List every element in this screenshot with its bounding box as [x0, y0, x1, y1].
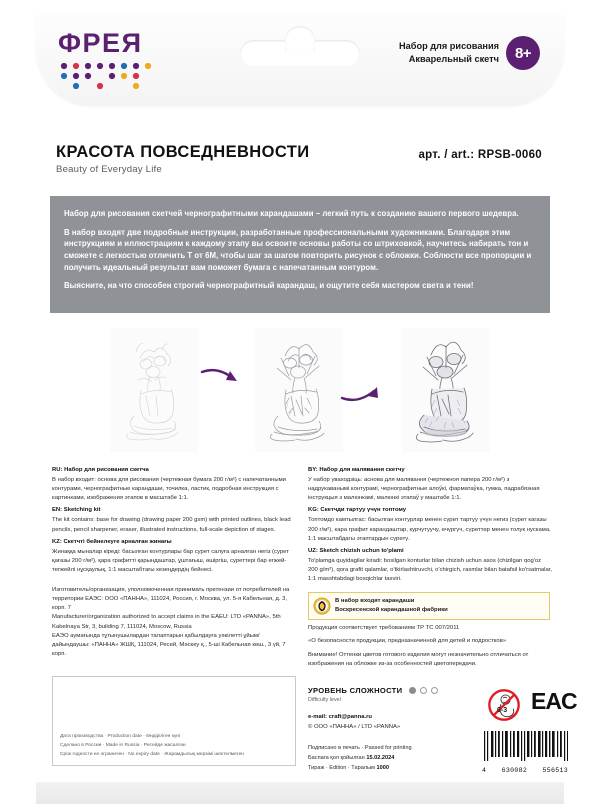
- manufacturer-info: [52, 586, 296, 659]
- hang-hole-nub: [285, 26, 315, 52]
- age-badge: 8+: [506, 36, 540, 70]
- barcode-bars: [482, 731, 568, 761]
- production-date-label: Дата производства · Production date · Өндірілген күні: [60, 733, 181, 739]
- certification-info: [308, 624, 554, 674]
- contents-column-right: [308, 463, 552, 587]
- production-date-box: [52, 676, 296, 766]
- edition-label: Тираж · Edition · Таралым: [308, 764, 375, 771]
- header-line-1: Набор для рисования: [399, 40, 499, 51]
- difficulty-level: [308, 686, 438, 695]
- header-product-type: [399, 36, 540, 70]
- stage-1-sketch: [110, 328, 198, 452]
- print-info: [308, 744, 412, 773]
- manufacturer-line-kz: ЕАЭО аумағында тұтынушылардан талаптарын қабылдауға уәкілетті ұйым/дайындаушы: «ПАННА» ЖШҚ, 111024, Ресей, Мәскеу қ., 5-ші Кабельная көш., 3 үй, 7 корп.: [52, 632, 286, 658]
- difficulty-dot-2: [420, 687, 427, 694]
- contact-email[interactable]: e-mail: craft@panna.ru: [308, 714, 373, 720]
- description-paragraph-3: Выясните, на что способен строгий чернографитный карандаш, и ощутите себя мастером света и тени!: [64, 281, 474, 291]
- cert-warning: Внимание! Оттенки цветов готового изделия могут незначительно отличаться от изображения на обложке из-за особенностей цветопередачи.: [308, 651, 529, 668]
- voskresensk-factory-seal-icon: [313, 597, 331, 615]
- barcode-digit-group-1: 4: [482, 767, 487, 774]
- brand-logo-text: ФРЕЯ: [58, 28, 143, 58]
- article-number: арт. / art.: RPSB-0060: [418, 149, 542, 161]
- age-warning-0-3-icon: [487, 688, 521, 722]
- brand-logo: [58, 30, 168, 89]
- difficulty-dots: [409, 687, 438, 694]
- lang-body-uz: To'plamga quyidagilar kiradi: bosilgan konturlar bilan chizish uchun asos (chizilgan qog'oz 200 g/m²), qora grafit qalamlar, o'tkirlashtiruvchi, o'chirgich, rasmlar bilan batafsil ko'rsatmalar, 1:1 masshtabdagi bosqichlar tasviri.: [308, 557, 553, 583]
- lang-head-kz: KZ: Скетчті бейнелеуге арналған жинағы: [52, 538, 172, 545]
- barcode-digit-group-3: 556513: [542, 767, 568, 774]
- arrow-stage-2-to-3: [340, 382, 390, 404]
- title-english: Beauty of Everyday Life: [56, 164, 162, 176]
- barcode-digits: [482, 767, 568, 774]
- stage-2-sketch: [255, 328, 343, 452]
- arrow-stage-1-to-2: [200, 366, 250, 388]
- lang-head-kg: KG: Скетчди тартуу үчүн топтому: [308, 507, 407, 514]
- lang-body-by: У набор уваходзіць: аснова для малявання (чертежноя папера 200 г/м²) з надрукаванымі контурамі, чернографитные алоўкі, фарматаўка, гумка, падрабязная інструкцыя з малюнкамі, малюнкі этапаў у маштабе 1:1.: [308, 476, 540, 502]
- pencil-factory-note: [308, 592, 550, 620]
- lang-body-kg: Топтомдо камтылгас: басылган контурлар менен сүрөт тартуу үчүн негиз (сүрөт кагазы 200 г/м²), кара графит карандаштар, курчутуучу, өчүргүч, сүрөттөр менен толук нускама, 1:1 масштабдагы этаптардын сүрөтү.: [308, 517, 551, 542]
- description-paragraph-2: В набор входят две подробные инструкции, разработанные профессиональными художниками. Благодаря этим инструкциям и иллюстрациям к каждому этапу вы освоите основы работы со штриховкой, научитесь набирать тон и сможете с легкостью отличить T от 6M, чтобы шаг за шагом повторить рисунок с обложки. Соблюсти все пропорции и получить идеальный результат вам поможет бумага с напечатанным контуром.: [64, 227, 532, 272]
- difficulty-dot-1: [409, 687, 416, 694]
- lang-head-en: EN: Sketching kit: [52, 507, 101, 514]
- barcode: [482, 731, 568, 774]
- manufacturer-line-ru: Изготовитель/организация, уполномоченная принимать претензии от потребителей на территории ЕАЭС: ООО «ПАННА», 111024, Россия, г. Москва, ул. 5-я Кабельная, д. 3, корп. 7: [52, 587, 290, 612]
- edition-value: 1000: [376, 764, 389, 771]
- barcode-digit-group-2: 630082: [501, 767, 528, 774]
- print-date: 15.02.2024: [366, 754, 395, 761]
- pencil-note-line-1: В набор входят карандаши: [335, 598, 415, 604]
- age-warning-text: 0-3: [497, 706, 508, 714]
- header-line-2: Акварельный скетч: [408, 54, 499, 64]
- print-passed-label: Подписано в печать · Passed for printing: [308, 745, 412, 751]
- package-bottom-fold: [36, 782, 564, 804]
- stage-illustrations: [50, 320, 550, 460]
- cert-line-1: Продукция соответствует требованиям ТР ТС 007/2011: [308, 625, 460, 631]
- copyright-line: © ООО «ПАННА» / LTD «PANNA»: [308, 724, 401, 731]
- difficulty-sublabel: Difficulty level: [308, 697, 341, 703]
- stage-2-panel: [255, 328, 343, 452]
- difficulty-dot-3: [431, 687, 438, 694]
- lang-head-by: BY: Набор для малявання скетчу: [308, 467, 405, 473]
- header-product-type-lines: [399, 40, 499, 67]
- contents-column-left: [52, 463, 296, 659]
- lang-body-kz: Жинаққа мыналар кіреді: басылған контурлары бар сурет салуға арналған негіз (сурет қағазы 200 г/м²), қара графитті қарындаштар, ұштағыш, өшіргіш, суреттері бар егжей-тегжейлі нұсқаулық, 1:1 масштабтағы кезеңдердің бейнесі.: [52, 548, 289, 573]
- cert-line-2: «О безопасности продукции, предназначенной для детей и подростков»: [308, 638, 507, 645]
- lang-head-uz: UZ: Sketch chizish uchun to'plami: [308, 547, 404, 554]
- lang-body-ru: В набор входит: основа для рисования (чертежная бумага 200 г/м²) с напечатанными контурами, чернографитные карандаши, точилка, ластик, подробная инструкция с картинками, изображения этапов в масштабе 1:1.: [52, 476, 286, 502]
- contact-info: [308, 712, 400, 732]
- stage-3-panel: [402, 328, 490, 452]
- eac-mark: EAC: [531, 688, 577, 714]
- lang-head-ru: RU: Набор для рисования скетча: [52, 467, 149, 473]
- description-paragraph-1: Набор для рисования скетчей чернографитными карандашами – легкий путь к созданию вашего первого шедевра.: [64, 209, 519, 218]
- stage-3-sketch: [402, 328, 490, 452]
- brand-logo-dots: [58, 61, 162, 89]
- print-passed-kz-label: Баспага қол қойылған: [308, 754, 365, 761]
- made-in-label: Сделано в России · Made in Russia · Ресейде жасалған: [60, 742, 186, 748]
- title-russian: КРАСОТА ПОВСЕДНЕВНОСТИ: [56, 143, 310, 161]
- difficulty-label: УРОВЕНЬ СЛОЖНОСТИ: [308, 686, 403, 695]
- expiry-label: Срок годности не ограничен · No expiry date · Жарамдылық мерзімі шектелмеген: [60, 751, 244, 757]
- lang-body-en: The kit contains: base for drawing (drawing paper 200 gsm) with printed outlines, black lead pencils, pencil sharpener, eraser, illustrated instructions, full-scale depiction of stages.: [52, 517, 291, 533]
- pencil-note-line-2: Воскресенской карандашной фабрики: [335, 607, 448, 614]
- page-title: [56, 143, 310, 175]
- manufacturer-line-en: Manufacturer/organization authorized to accept claims in the EAEU: LTD «PANNA», 5th Kabelnaya Str, 3, building 7, 111024, Moscow, Russia: [52, 614, 281, 630]
- description-panel: [50, 196, 550, 313]
- stage-1-panel: [110, 328, 198, 452]
- production-date-lines: [60, 732, 288, 759]
